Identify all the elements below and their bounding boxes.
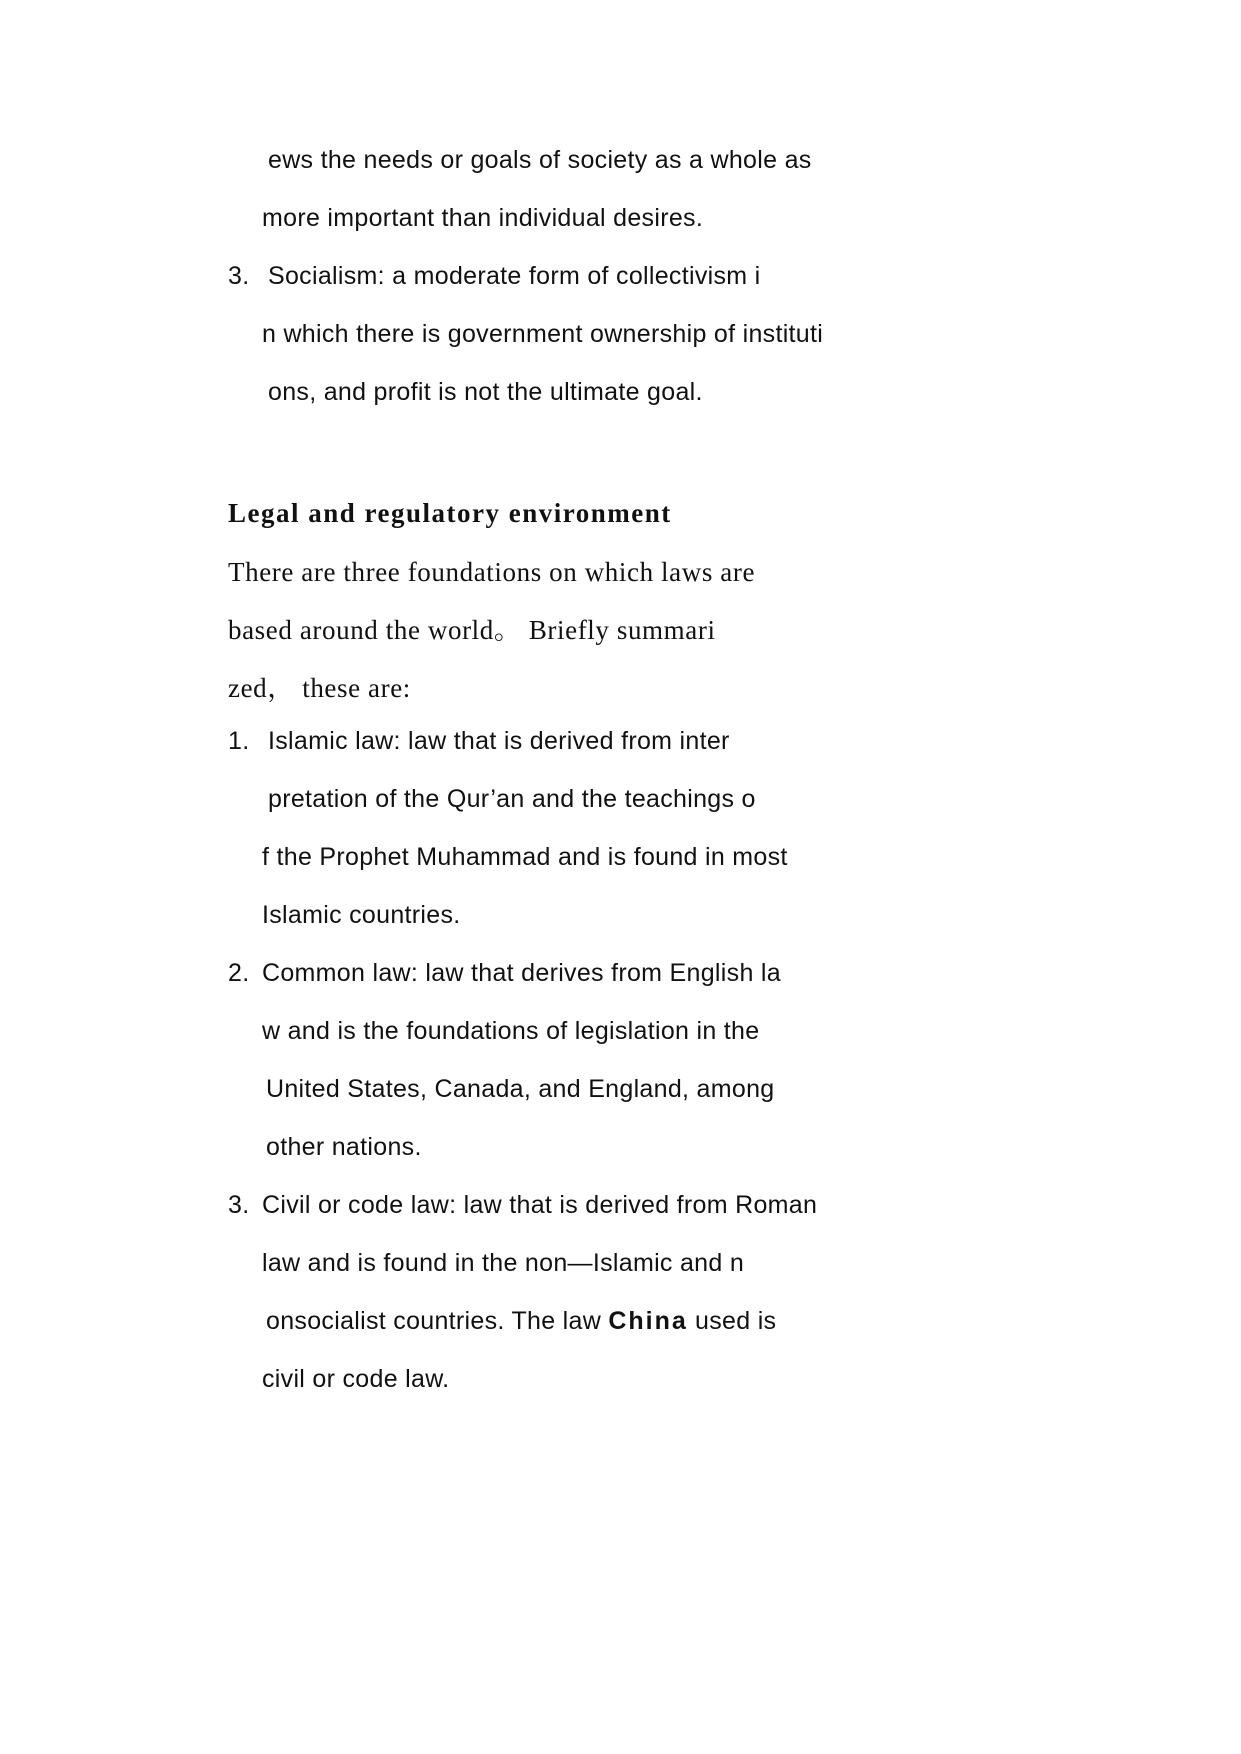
civil-law-line-2: law and is found in the non—Islamic and n: [262, 1249, 745, 1277]
common-law-line-1: Common law: law that derives from English la: [262, 959, 781, 987]
section-heading: Legal and regulatory environment: [228, 498, 672, 528]
socialism-line-3: ons, and profit is not the ultimate goal.: [268, 378, 703, 406]
islamic-law-line-3: f the Prophet Muhammad and is found in most: [262, 843, 788, 871]
intro-line-1: ews the needs or goals of society as a whole as: [268, 146, 812, 174]
islamic-law-number: 1.: [228, 727, 250, 755]
civil-law-line-3: [266, 1309, 776, 1334]
socialism-item-number: 3.: [228, 262, 250, 290]
civil-law-line-3-end: used is: [687, 1307, 777, 1335]
emphasis-china: China: [608, 1307, 688, 1335]
socialism-line-2: n which there is government ownership of instituti: [262, 320, 824, 348]
civil-law-line-4: civil or code law.: [262, 1365, 450, 1393]
socialism-line-1: Socialism: a moderate form of collectivism i: [268, 262, 761, 290]
paragraph-line-1: There are three foundations on which laws are: [228, 557, 756, 587]
common-law-line-3: United States, Canada, and England, among: [266, 1075, 775, 1103]
paragraph-line-2: based around the world。 Briefly summari: [228, 615, 716, 645]
civil-law-line-1: Civil or code law: law that is derived from Roman: [262, 1191, 818, 1219]
intro-line-2: more important than individual desires.: [262, 204, 704, 232]
islamic-law-line-2: pretation of the Qur’an and the teachings o: [268, 785, 756, 813]
islamic-law-line-4: Islamic countries.: [262, 901, 461, 929]
civil-law-line-3-start: onsocialist countries. The law: [266, 1307, 609, 1335]
common-law-line-2: w and is the foundations of legislation in the: [262, 1017, 760, 1045]
islamic-law-line-1: Islamic law: law that is derived from inter: [268, 727, 730, 755]
civil-law-number: 3.: [228, 1191, 250, 1219]
common-law-line-4: other nations.: [266, 1133, 422, 1161]
common-law-number: 2.: [228, 959, 250, 987]
paragraph-line-3: zed， these are:: [228, 673, 411, 703]
